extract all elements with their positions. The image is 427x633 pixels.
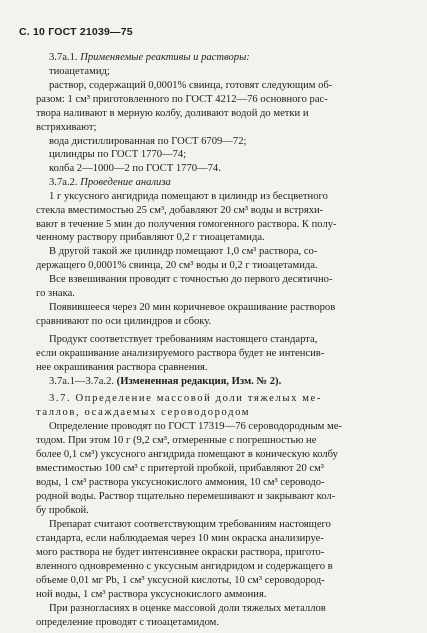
text-line: 3.7а.1. Применяемые реактивы и растворы:: [49, 52, 250, 63]
text-line: тиоацетамид;: [49, 66, 110, 77]
text-line: вают в течение 5 мин до получения гомогенного раствора. К полу-: [36, 219, 337, 230]
text-line: го знака.: [36, 288, 75, 299]
text-line: бу пробкой.: [36, 505, 89, 516]
text-line: если окрашивание анализируемого раствора будет не интенсив-: [36, 348, 325, 359]
text-line: тодом. При этом 10 г (9,2 см³, отмеренные с погрешностью не: [36, 435, 317, 446]
text-line: ной воды, 1 см³ раствора уксуснокислого аммония.: [36, 589, 267, 600]
text-line: более 0,1 см³) уксусного ангидрида помещают в коническую колбу: [36, 449, 338, 460]
section-heading: 3.7. Определение массовой доли тяжелых ме-: [49, 393, 322, 404]
section-heading: Применяемые реактивы и растворы:: [80, 52, 250, 63]
text-line: вода дистиллированная по ГОСТ 6709—72;: [49, 136, 247, 147]
text-line: цилиндры по ГОСТ 1770—74;: [49, 149, 187, 160]
text-line: стандарта, если наблюдаемая через 10 мин окраска анализируе-: [36, 533, 324, 544]
page-header: С. 10 ГОСТ 21039—75: [19, 26, 133, 38]
text-line: мого раствора не будет интенсивнее окраски раствора, пригото-: [36, 547, 325, 558]
text-line: родной воды. Раствор тщательно перемешивают и закрывают кол-: [36, 491, 336, 502]
text-line: Определение проводят по ГОСТ 17319—76 сероводородным ме-: [49, 421, 342, 432]
text-line: разом: 1 см³ приготовленного по ГОСТ 4212—76 основного рас-: [36, 94, 328, 105]
text-line: 3.7а.2. Проведение анализа: [49, 177, 171, 188]
text-line: сравнивают по оси цилиндров и сбоку.: [36, 316, 212, 327]
amendment-note: (Измененная редакция, Изм. № 2).: [116, 376, 282, 387]
text-line: При разногласиях в оценке массовой доли тяжелых металлов: [49, 603, 326, 614]
text-line: ченному раствору прибавляют 0,2 г тиоацетамида.: [36, 232, 265, 243]
text-line: определение проводят с тиоацетамидом.: [36, 617, 220, 628]
text-line: объеме 0,01 мг Pb, 1 см³ уксусной кислоты, 10 см³ сероводород-: [36, 575, 325, 586]
text-line: воды, 1 см³ раствора уксуснокислого аммония, 10 см³ сероводо-: [36, 477, 325, 488]
text-line: встряхивают;: [36, 122, 97, 133]
text-line: 3.7а.1—3.7а.2. (Измененная редакция, Изм. № 2).: [49, 376, 282, 387]
text-line: Препарат считают соответствующим требованиям настоящего: [49, 519, 331, 530]
text-line: держащего 0,0001% свинца, 20 см³ воды и 0,2 г тиоацетамида.: [36, 260, 318, 271]
text-line: колба 2—1000—2 по ГОСТ 1770—74.: [49, 163, 221, 174]
text-line: 1 г уксусного ангидрида помещают в цилиндр из бесцветного: [49, 191, 328, 202]
text-line: Появившееся через 20 мин коричневое окрашивание растворов: [49, 302, 336, 313]
text-line: Продукт соответствует требованиям настоящего стандарта,: [49, 334, 318, 345]
text-line: раствор, содержащий 0,0001% свинца, готовят следующим об-: [49, 80, 333, 91]
section-heading: Проведение анализа: [80, 177, 171, 188]
text-line: вместимостью 100 см³ с притертой пробкой, прибавляют 20 см³: [36, 463, 324, 474]
text-line: В другой такой же цилиндр помещают 1,0 см³ раствора, со-: [49, 246, 318, 257]
text-line: Все взвешивания проводят с точностью до первого десятично-: [49, 274, 333, 285]
section-heading: таллов, осаждаемых сероводородом: [36, 407, 251, 418]
text-line: нее окрашивания раствора сравнения.: [36, 362, 208, 373]
text-line: вленного одновременно с уксусным ангидридом и содержащего в: [36, 561, 333, 572]
text-line: стекла вместимостью 25 см³, добавляют 20 см³ воды и встряхи-: [36, 205, 324, 216]
text-line: твора наливают в мерную колбу, доливают водой до метки и: [36, 108, 309, 119]
